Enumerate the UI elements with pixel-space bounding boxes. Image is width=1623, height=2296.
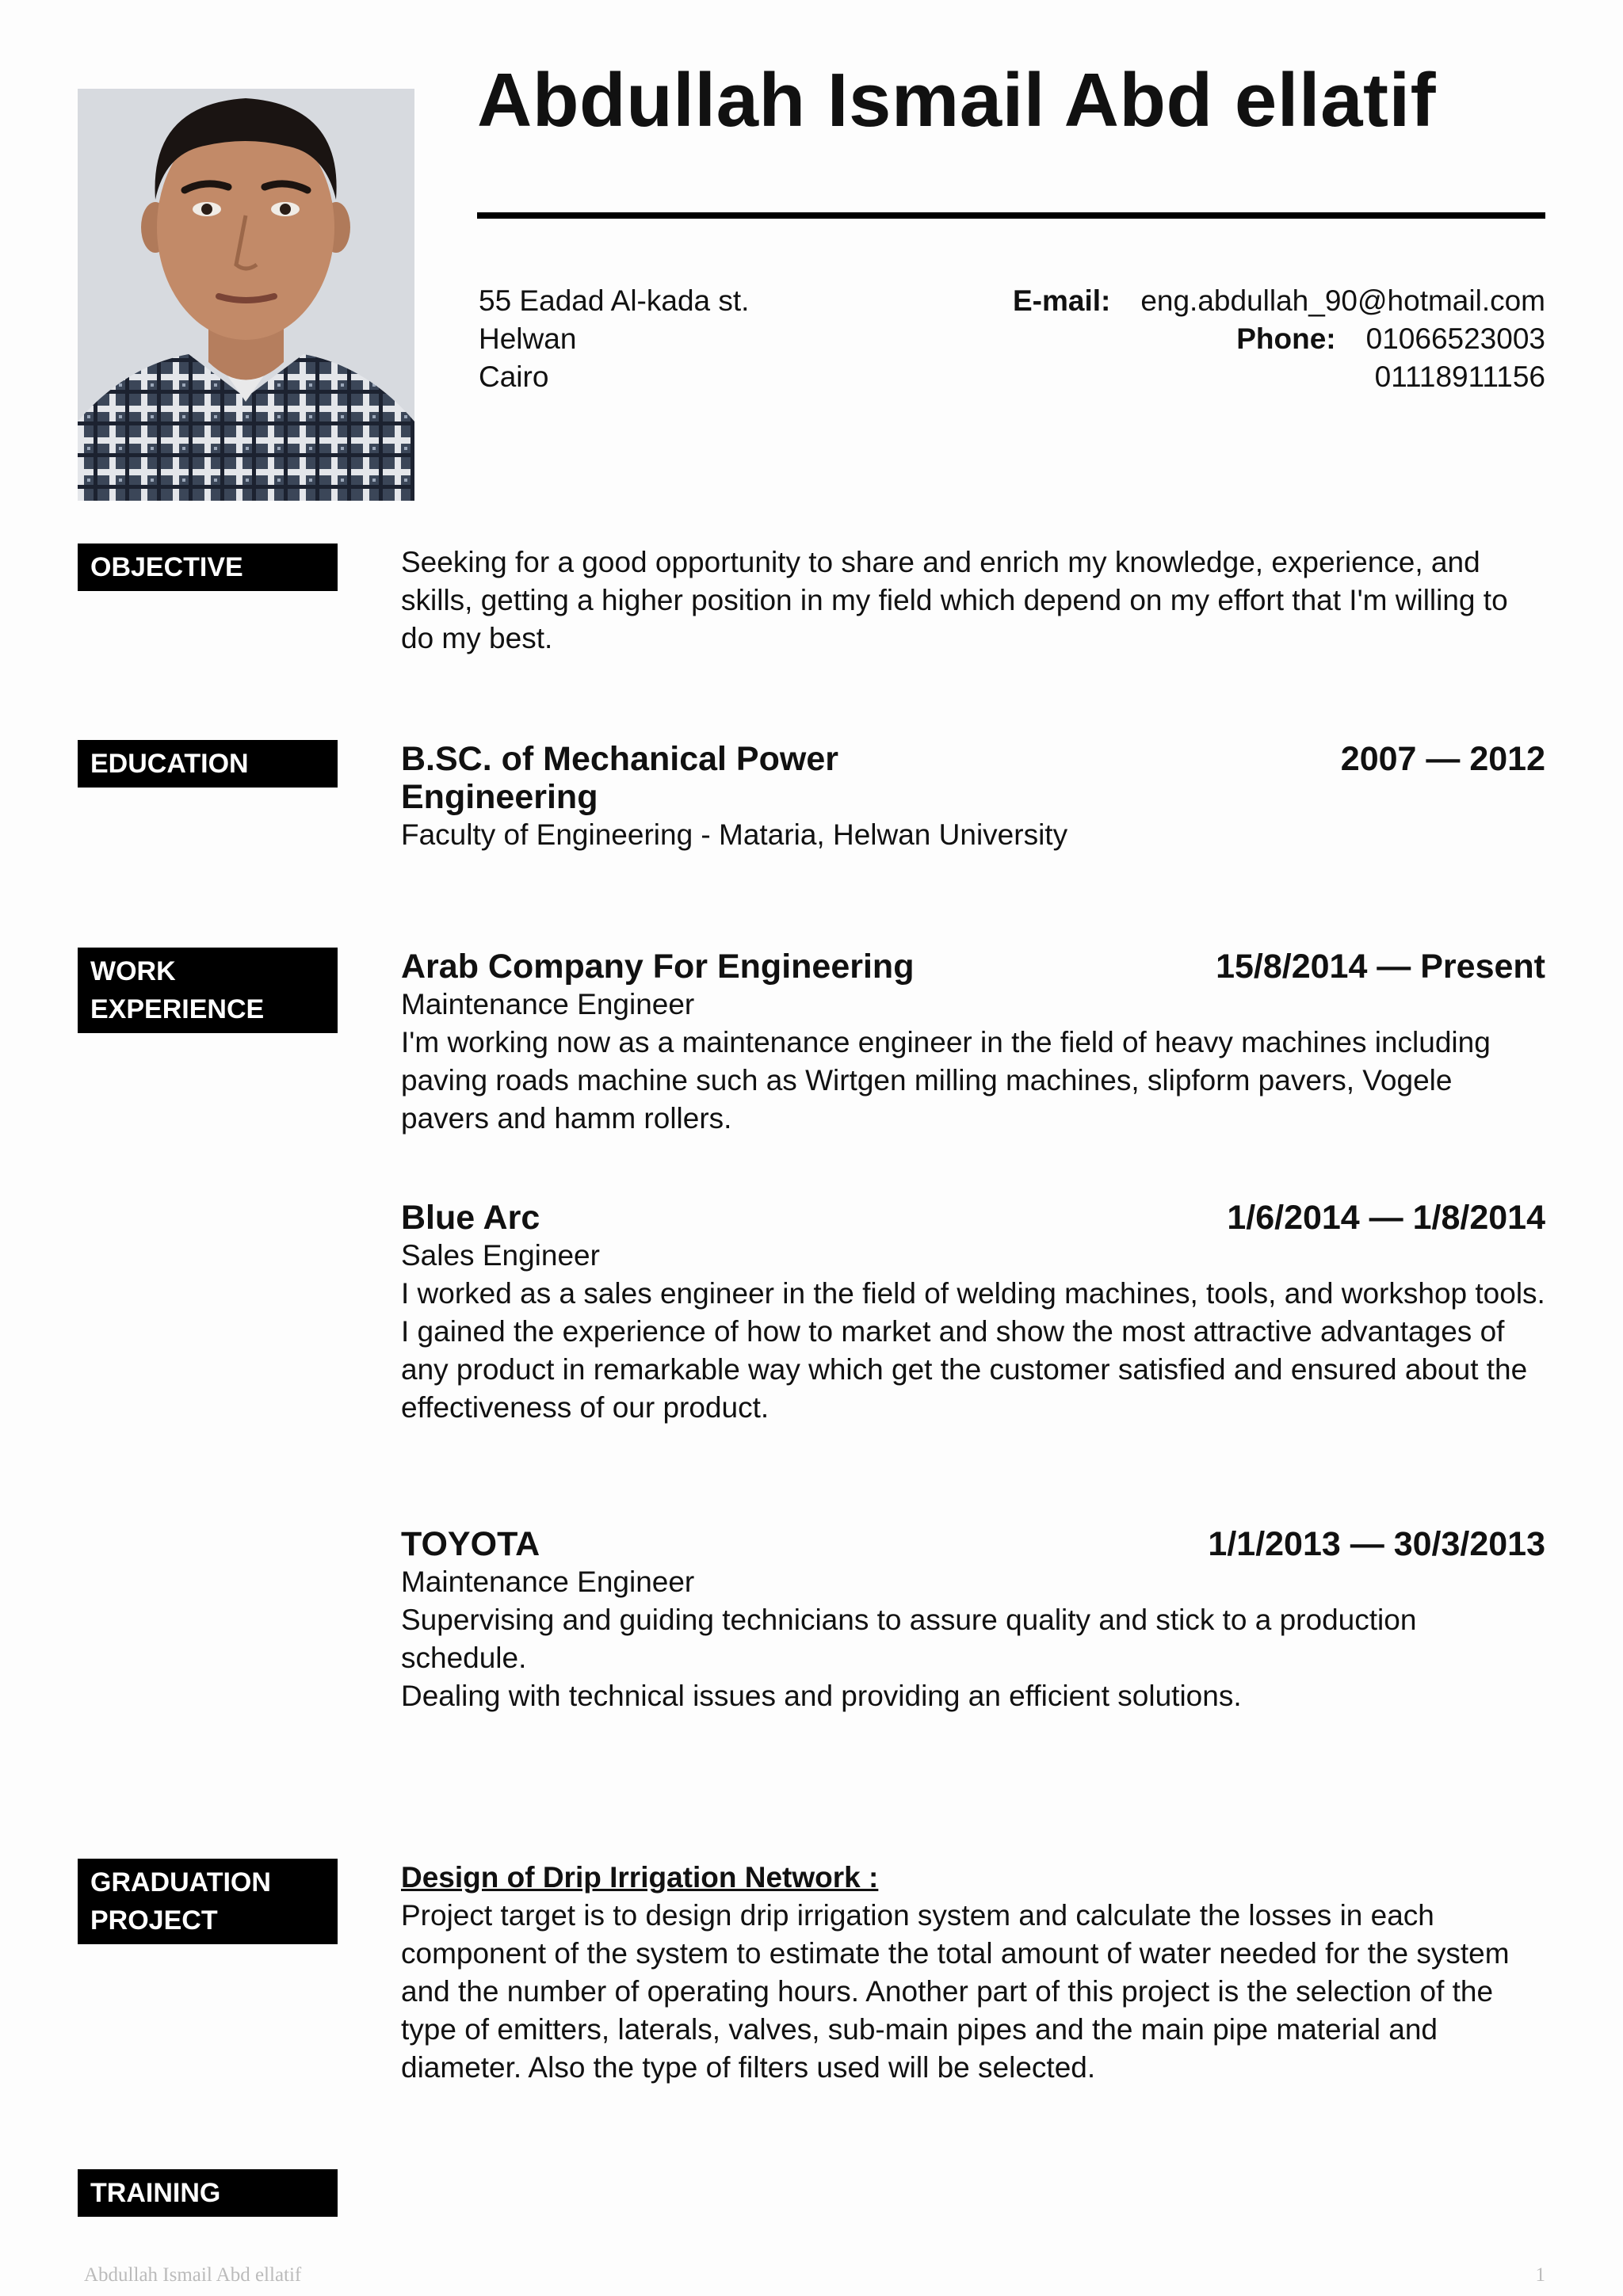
graduation-project-section: [401, 1859, 1545, 2087]
email-link[interactable]: eng.abdullah_90@hotmail.com: [1140, 284, 1545, 317]
phone-row: [1013, 320, 1545, 358]
objective-text: Seeking for a good opportunity to share and enrich my knowledge, experience, and skills, getting a higher position in my field which depend on my effort that I'm willing to do my best.: [401, 546, 1508, 654]
section-label-education: [78, 740, 338, 788]
phone-secondary: 01118911156: [1374, 360, 1545, 393]
company-name: TOYOTA: [401, 1525, 540, 1563]
section-label-work-experience: [78, 948, 338, 1033]
section-label-text: OBJECTIVE: [90, 552, 243, 582]
company-name: Arab Company For Engineering: [401, 948, 915, 986]
work-entry: [401, 948, 1545, 1138]
address-line: Cairo: [479, 360, 549, 393]
section-label-text: GRADUATION: [90, 1867, 271, 1897]
school-name: Faculty of Engineering - Mataria, Helwan University: [401, 818, 1068, 851]
education-section: [401, 740, 1545, 854]
contact-block: [1013, 282, 1545, 396]
project-title: Design of Drip Irrigation Network :: [401, 1861, 879, 1894]
section-label-text: EDUCATION: [90, 749, 249, 779]
project-description: Project target is to design drip irrigation system and calculate the losses in each component of the system to estimate the total amount of water needed for the system and the number of operating hours. Another part of this project is the selection of the type of emitters, laterals, valves, sub-main pipes and the main pipe material and diameter. Also the type of filters used will be selected.: [401, 1899, 1510, 2084]
section-label-objective: [78, 543, 338, 591]
page-number: 1: [1535, 2264, 1545, 2286]
degree-title: B.SC. of Mechanical Power Engineering: [401, 740, 838, 816]
section-label-graduation-project: [78, 1859, 338, 1944]
job-dates: 1/1/2013 — 30/3/2013: [1208, 1525, 1545, 1563]
section-label-training: [78, 2169, 338, 2217]
job-role: Maintenance Engineer: [401, 988, 695, 1020]
section-label-text: PROJECT: [90, 1905, 218, 1936]
job-description: I'm working now as a maintenance engineer in the field of heavy machines including paving roads machine such as Wirtgen milling machines, slipform pavers, Vogele pavers and hamm rollers.: [401, 1026, 1491, 1135]
section-label-text: WORK: [90, 956, 176, 986]
phone-primary: 01066523003: [1365, 322, 1545, 355]
job-description: I worked as a sales engineer in the field of welding machines, tools, and workshop tools.: [401, 1277, 1545, 1310]
candidate-name: Abdullah Ismail Abd ellatif: [477, 58, 1437, 143]
phone-label: Phone:: [1236, 322, 1336, 355]
address-line: 55 Eadad Al-kada st.: [479, 284, 750, 317]
job-header: [401, 1525, 1545, 1563]
job-description: Supervising and guiding technicians to assure quality and stick to a production schedule.: [401, 1604, 1417, 1674]
job-header: [401, 1199, 1545, 1237]
footer-name: Abdullah Ismail Abd ellatif: [84, 2264, 302, 2286]
job-dates: 1/6/2014 — 1/8/2014: [1227, 1199, 1545, 1237]
job-dates: 15/8/2014 — Present: [1216, 948, 1545, 986]
job-role: Maintenance Engineer: [401, 1566, 695, 1598]
address-block: [479, 282, 749, 396]
work-entry: [401, 1525, 1545, 1715]
section-label-text: TRAINING: [90, 2178, 221, 2208]
email-row: [1013, 282, 1545, 320]
address-line: Helwan: [479, 322, 577, 355]
education-header: [401, 740, 1545, 816]
email-label: E-mail:: [1012, 284, 1111, 317]
job-description: Dealing with technical issues and providing an efficient solutions.: [401, 1680, 1242, 1712]
job-header: [401, 948, 1545, 986]
company-name: Blue Arc: [401, 1199, 540, 1237]
section-label-text: EXPERIENCE: [90, 994, 265, 1024]
header-divider: [477, 212, 1545, 219]
objective-section: [401, 543, 1545, 658]
job-description: I gained the experience of how to market and show the most attractive advantages of any product in remarkable way which get the customer satisfied and ensured about the effectiveness of our product.: [401, 1315, 1528, 1424]
education-dates: 2007 — 2012: [1340, 740, 1545, 778]
profile-photo: [78, 89, 414, 501]
work-entry: [401, 1199, 1545, 1427]
job-role: Sales Engineer: [401, 1239, 600, 1272]
phone-row: [1013, 358, 1545, 396]
